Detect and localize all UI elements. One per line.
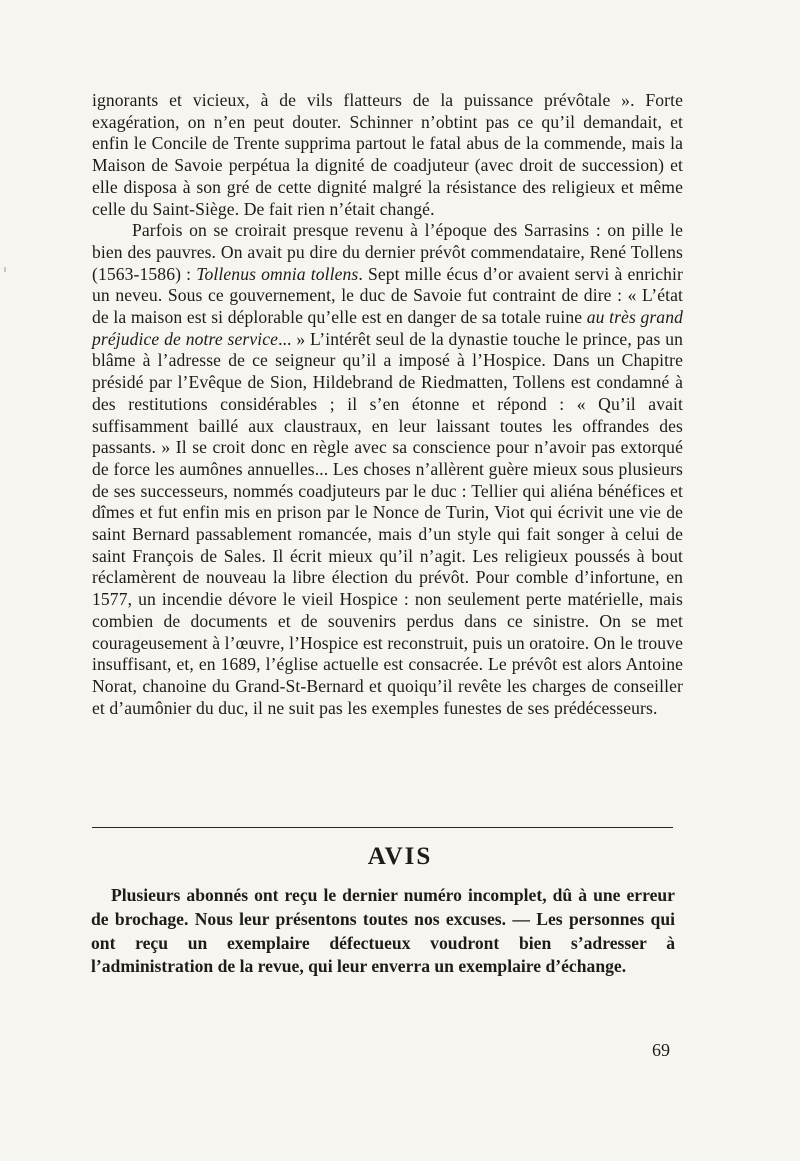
paragraph-2-text-a: Parfois on se croirait presque revenu à l’époque des Sarrasins : on pille le bien des pauvres. On avait pu dire du dernier prévôt commendataire, René Tollens (1563-1586) :	[92, 220, 683, 284]
notice-text: Plusieurs abonnés ont reçu le dernier numéro incomplet, dû à une erreur de brochage. Nous leur présentons toutes nos excuses. — Les personnes qui ont reçu un exemplaire défectueux voudront bien s’adresser à l’administration de la revue, qui leur enverra un exemplaire d’échange.	[91, 885, 675, 977]
paragraph-continuation	[92, 90, 683, 220]
section-divider	[92, 827, 673, 828]
paragraph-tollens	[92, 220, 683, 719]
page-number: 69	[652, 1040, 670, 1060]
paragraph-2-text-b: . Sept mille écus d’or avaient servi à enrichir un neveu. Sous ce gouvernement, le duc de Savoie fut contraint de dire : « L’état de la maison est si déplorable qu’elle est en danger de sa totale ruine	[92, 263, 683, 328]
paragraph-1-text: ignorants et vicieux, à de vils flatteurs de la puissance prévôtale ». Forte exagération, on n’en peut douter. Schinner n’obtint pas ce qu’il demandait, et enfin le Concile de Trente supprima partout le fatal abus de la commende, mais la Maison de Savoie perpétua la dignité de coadjuteur (avec droit de succession) et elle disposa à son gré de cette dignité malgré la résistance des religieux et même celle du Saint-Siège. De fait rien n’était changé.	[92, 90, 683, 219]
scan-speck	[4, 267, 6, 272]
notice-title: AVIS	[367, 843, 433, 870]
article-body	[92, 90, 683, 719]
latin-phrase: Tollenus omnia tollens	[196, 263, 359, 284]
paragraph-2-text-c: ... » L’intérêt seul de la dynastie touche le prince, pas un blâme à l’adresse de ce seigneur qu’il a imposé à l’Hospice. Dans un Chapitre présidé par l’Evêque de Sion, Hildebrand de Riedmatten, Tollens est condamné à des restitutions considérables ; il s’en étonne et répond : « Qu’il avait suffisamment baillé aux claustraux, en leur laissant toutes les offrandes des passants. » Il se croit donc en règle avec sa conscience pour n’avoir pas extorqué de force les aumônes annuelles... Les choses n’allèrent guère mieux sous plusieurs de ses successeurs, nommés coadjuteurs par le duc : Tellier qui aliéna bénéfices et dîmes et fut enfin mis en prison par le Nonce de Turin, Viot qui écrivit une vie de saint Bernard passablement romancée, mais d’un style qui fait songer à celui de saint François de Sales. Il écrit mieux qu’il n’agit. Les religieux poussés à bout réclamèrent de nouveau la libre élection du prévôt. Pour comble d’infortune, en 1577, un incendie dévore le vieil Hospice : non seulement perte matérielle, mais combien de documents et de souvenirs perdus dans ce sinistre. On se met courageusement à l’œuvre, l’Hospice est reconstruit, puis un oratoire. On le trouve insuffisant, et, en 1689, l’église actuelle est consacrée. Le prévôt est alors Antoine Norat, chanoine du Grand-St-Bernard et quoiqu’il revête les charges de conseiller et d’aumônier du duc, il ne suit pas les exemples funestes de ses prédécesseurs.	[92, 328, 683, 718]
quoted-italic-phrase: au très grand préjudice de notre service	[92, 307, 683, 349]
